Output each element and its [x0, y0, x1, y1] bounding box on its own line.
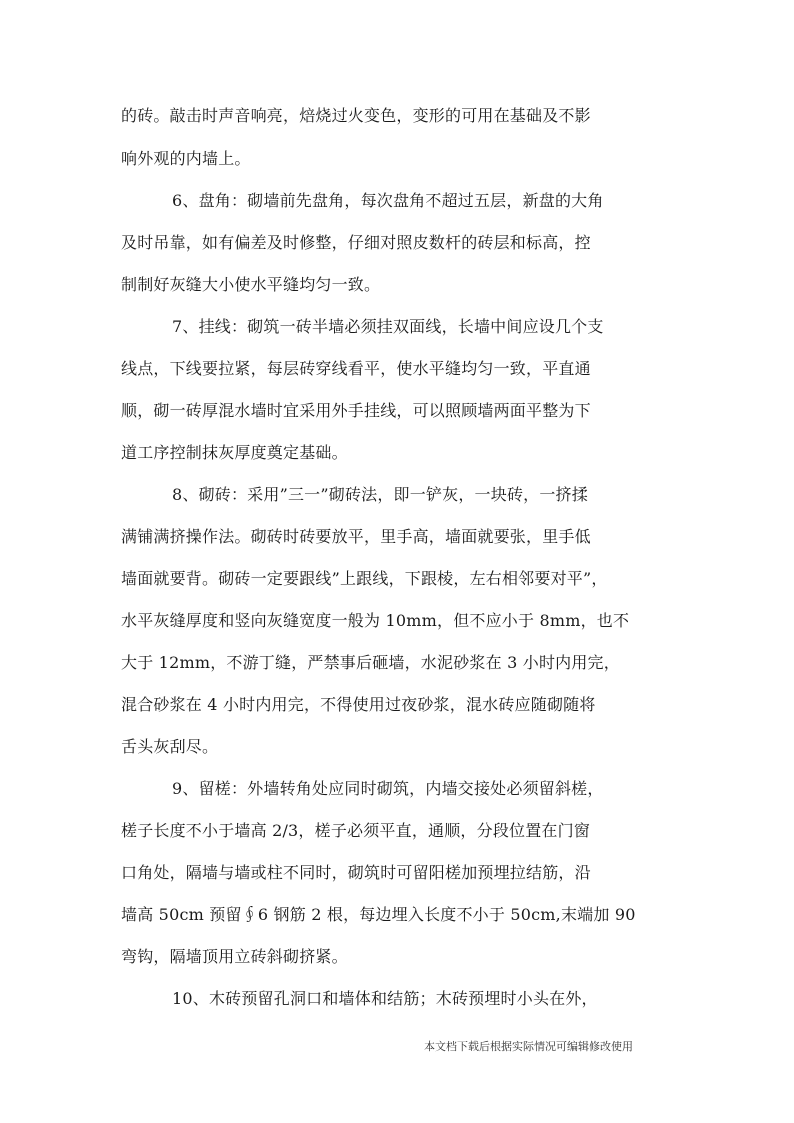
paragraph-first-line: 10、木砖预留孔洞口和墙体和结筋；木砖预埋时小头在外，	[172, 989, 598, 1008]
text-line: 舌头灰刮尽。	[121, 737, 219, 756]
text-line: 及时吊靠，如有偏差及时修整，仔细对照皮数杆的砖层和标高，控	[121, 233, 591, 252]
text-line: 满铺满挤操作法。砌砖时砖要放平，里手高，墙面就要张，里手低	[121, 527, 591, 546]
text-line: 口角处，隔墙与墙或柱不同时，砌筑时可留阳槎加预埋拉结筋，沿	[121, 863, 591, 882]
text-line: 道工序控制抹灰厚度奠定基础。	[121, 443, 348, 462]
page-footer-note: 本文档下载后根据实际情况可编辑修改使用	[424, 1040, 633, 1053]
text-line: 顺，砌一砖厚混水墙时宜采用外手挂线，可以照顾墙两面平整为下	[121, 401, 591, 420]
text-line: 线点，下线要拉紧，每层砖穿线看平，使水平缝均匀一致，平直通	[121, 359, 591, 378]
text-line: 混合砂浆在 4 小时内用完，不得使用过夜砂浆，混水砖应随砌随将	[121, 695, 596, 714]
paragraph-first-line: 9、留槎：外墙转角处应同时砌筑，内墙交接处必须留斜槎，	[172, 779, 604, 798]
text-line: 响外观的内墙上。	[121, 149, 251, 168]
text-line: 槎子长度不小于墙高 2/3，槎子必须平直，通顺，分段位置在门窗	[121, 821, 591, 840]
paragraph-first-line: 8、砌砖：采用”三一”砌砖法，即一铲灰，一块砖，一挤揉	[172, 485, 588, 504]
paragraph-first-line: 7、挂线：砌筑一砖半墙必须挂双面线，长墙中间应设几个支	[172, 317, 604, 336]
paragraph-first-line: 6、盘角：砌墙前先盘角，每次盘角不超过五层，新盘的大角	[172, 191, 604, 210]
text-line: 大于 12mm，不游丁缝，严禁事后砸墙，水泥砂浆在 3 小时内用完，	[121, 653, 620, 672]
text-line: 水平灰缝厚度和竖向灰缝宽度一般为 10mm，但不应小于 8mm，也不	[121, 611, 630, 630]
text-line: 制制好灰缝大小使水平缝均匀一致。	[121, 275, 381, 294]
text-line: 墙高 50cm 预留∮6 钢筋 2 根，每边埋入长度不小于 50cm,末端加 90	[121, 905, 636, 924]
text-line: 墙面就要背。砌砖一定要跟线”上跟线，下跟棱，左右相邻要对平”，	[121, 569, 608, 588]
text-line: 的砖。敲击时声音响亮，焙烧过火变色，变形的可用在基础及不影	[121, 106, 591, 125]
text-line: 弯钩，隔墙顶用立砖斜砌挤紧。	[121, 947, 348, 966]
